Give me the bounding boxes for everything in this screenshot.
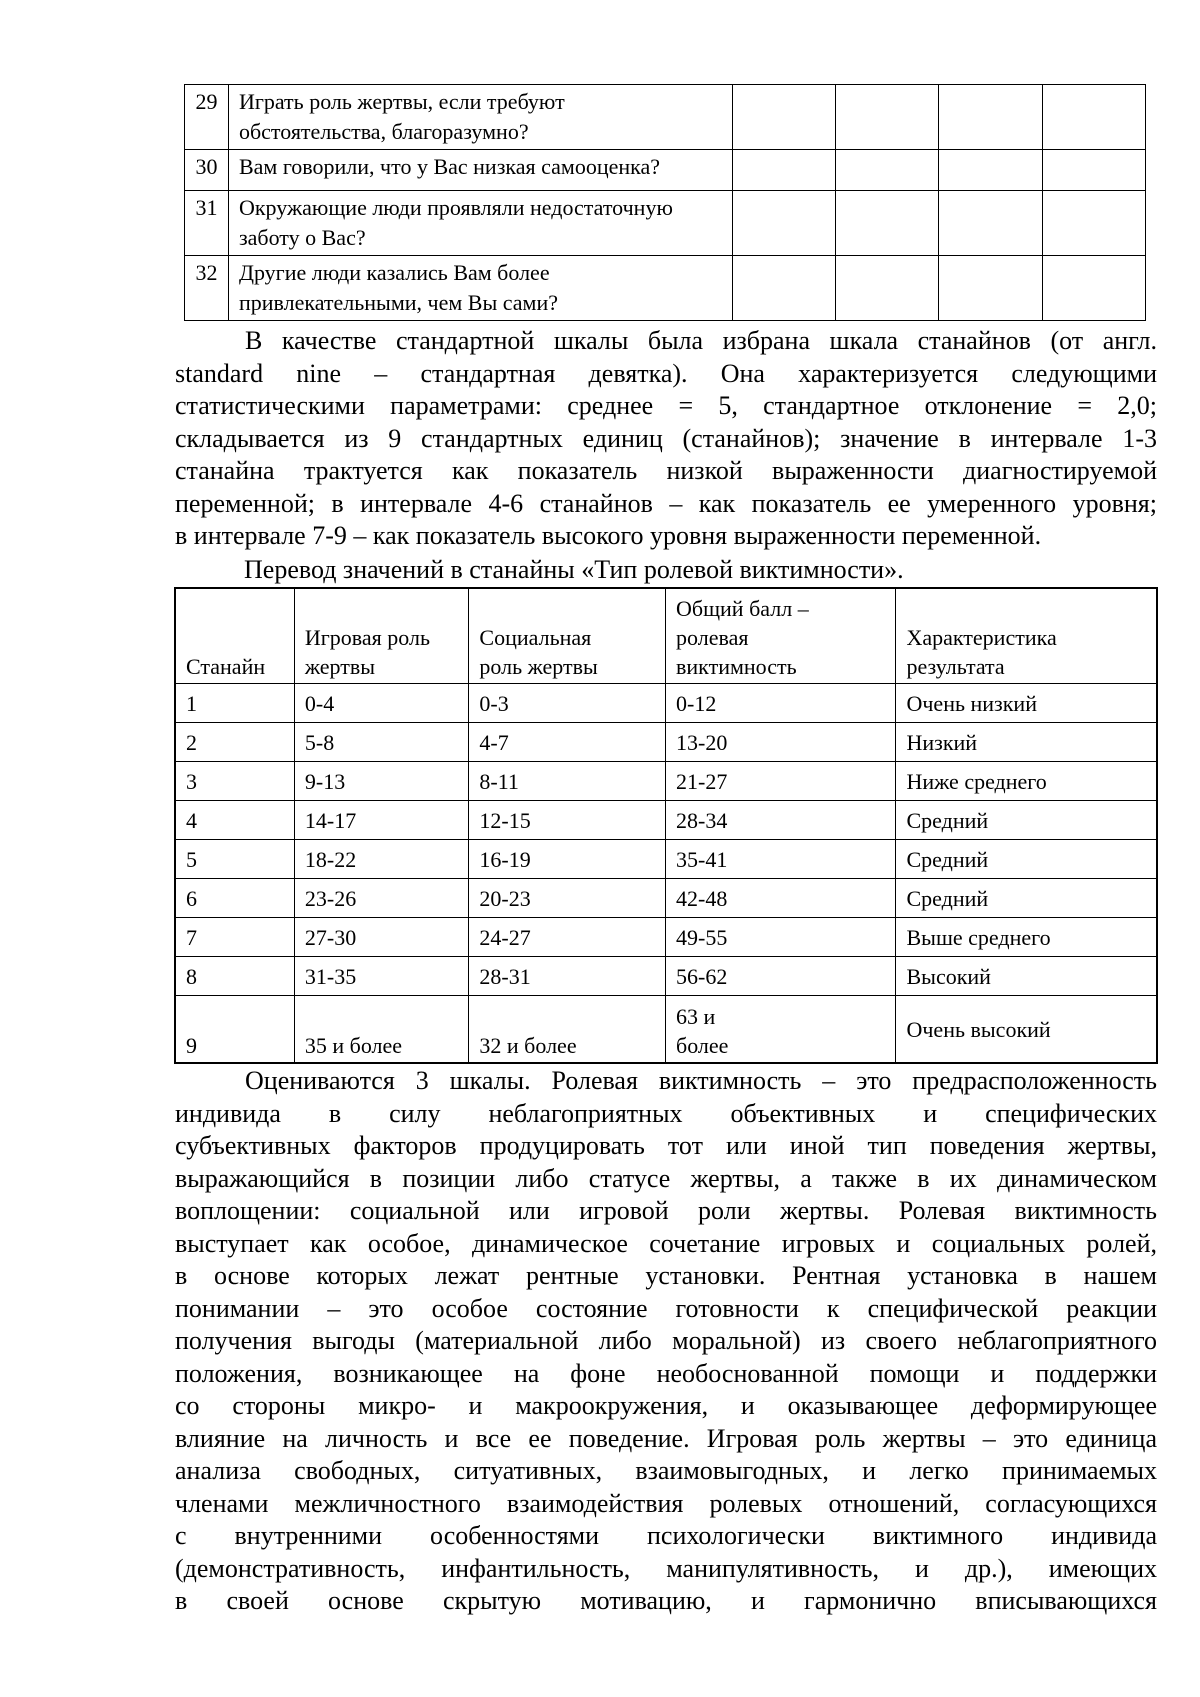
paragraph-line: понимании – это особое состояние готовности к специфической реакции: [175, 1293, 1157, 1323]
paragraph-line: в интервале 7-9 – как показатель высокого уровня выраженности переменной.: [175, 521, 1042, 550]
table-cell: 8-11: [469, 762, 666, 801]
table-row: [175, 723, 1157, 762]
table-cell: 31-35: [294, 957, 469, 996]
cell-text: более: [676, 1033, 729, 1058]
table-cell: 18-22: [294, 840, 469, 879]
question-text-line: Играть роль жертвы, если требуют: [238, 89, 565, 114]
table-cell: 2: [175, 723, 294, 762]
table-cell: 0-12: [666, 684, 896, 723]
table-cell: 20-23: [469, 879, 666, 918]
table-cell: 35 и более: [294, 996, 469, 1064]
table-cell: 12-15: [469, 801, 666, 840]
answer-cell: [939, 85, 1042, 150]
paragraph-line: в своей основе скрытую мотивацию, и гармонично вписывающихся: [175, 1586, 1157, 1615]
table-cell: Очень низкий: [896, 684, 1157, 723]
answer-cell: [836, 191, 939, 256]
question-text-line: Другие люди казались Вам более: [238, 260, 550, 285]
paragraph-line: получения выгоды (материальной либо моральной) из своего неблагоприятного: [175, 1326, 1157, 1355]
column-header: [469, 588, 666, 684]
question-text-line: Вам говорили, что у Вас низкая самооценка?: [238, 154, 661, 179]
paragraph-line: standard nine – стандартная девятка). Она характеризуется следующими: [175, 358, 1157, 388]
table-cell: Средний: [896, 879, 1157, 918]
paragraph-line: В качестве стандартной шкалы была избрана шкала станайнов (от англ.: [245, 326, 1157, 355]
table-cell: 28-34: [666, 801, 896, 840]
table-header-row: [175, 588, 1157, 684]
table-cell: 23-26: [294, 879, 469, 918]
table-cell: 0-3: [469, 684, 666, 723]
paragraph-line: выступает как особое, динамическое сочетание игровых и социальных ролей,: [175, 1228, 1157, 1258]
paragraph-line: выражающийся в позиции либо статусе жертвы, а также в их динамическом: [175, 1163, 1157, 1193]
table-cell: 27-30: [294, 918, 469, 957]
question-text: [228, 191, 732, 256]
question-row: [185, 85, 1146, 150]
column-header: [666, 588, 896, 684]
answer-cell: [939, 191, 1042, 256]
table-cell: 8: [175, 957, 294, 996]
column-header: [896, 588, 1157, 684]
question-row: [185, 256, 1146, 321]
role-victimness-paragraph: [175, 1065, 1157, 1618]
table-row: [175, 918, 1157, 957]
paragraph-line: субъективных факторов продуцировать тот или иной тип поведения жертвы,: [175, 1131, 1157, 1160]
paragraph-line: влияние на личность и все ее поведение. Игровая роль жертвы – это единица: [175, 1423, 1157, 1453]
table-cell: 21-27: [666, 762, 896, 801]
table-cell: 24-27: [469, 918, 666, 957]
question-text: [228, 150, 732, 191]
answer-cell: [732, 256, 835, 321]
question-row: [185, 150, 1146, 191]
question-text-line: заботу о Вас?: [238, 225, 366, 250]
table-cell: Выше среднего: [896, 918, 1157, 957]
table-cell: 9: [175, 996, 294, 1064]
paragraph-line: со стороны микро- и макроокружения, и оказывающее деформирующее: [175, 1391, 1157, 1420]
header-text: роль жертвы: [479, 654, 598, 679]
table-cell: 5: [175, 840, 294, 879]
table-cell: 56-62: [666, 957, 896, 996]
answer-cell: [732, 150, 835, 191]
table-cell: 49-55: [666, 918, 896, 957]
table-caption: Перевод значений в станайны «Тип ролевой виктимности».: [244, 555, 904, 584]
questionnaire-table: [184, 84, 1146, 321]
column-header: [294, 588, 469, 684]
question-text-line: обстоятельства, благоразумно?: [238, 119, 529, 144]
stanine-table-body: [175, 684, 1157, 996]
answer-cell: [732, 191, 835, 256]
header-text: Общий балл –: [676, 596, 809, 621]
answer-cell: [732, 85, 835, 150]
table-cell: 5-8: [294, 723, 469, 762]
question-number: 31: [185, 191, 229, 256]
table-cell: 32 и более: [469, 996, 666, 1064]
paragraph-line: статистическими параметрами: среднее = 5, стандартное отклонение = 2,0;: [175, 391, 1157, 420]
paragraph-line: воплощении: социальной или игровой роли жертвы. Ролевая виктимность: [175, 1196, 1157, 1225]
header-text: ролевая: [676, 625, 749, 650]
question-text-line: привлекательными, чем Вы сами?: [238, 290, 558, 315]
question-text: [228, 256, 732, 321]
table-row: [175, 762, 1157, 801]
table-cell: 1: [175, 684, 294, 723]
table-cell: 0-4: [294, 684, 469, 723]
question-number: 29: [185, 85, 229, 150]
question-text: [228, 85, 732, 150]
header-text: Игровая роль: [304, 625, 430, 650]
question-number: 32: [185, 256, 229, 321]
paragraph-line: станайна трактуется как показатель низкой выраженности диагностируемой: [175, 456, 1157, 485]
table-cell: 9-13: [294, 762, 469, 801]
answer-cell: [1042, 191, 1145, 256]
table-cell: Средний: [896, 801, 1157, 840]
answer-cell: [1042, 85, 1145, 150]
table-cell: [666, 996, 896, 1064]
table-cell: 14-17: [294, 801, 469, 840]
table-cell: 6: [175, 879, 294, 918]
table-cell: Средний: [896, 840, 1157, 879]
paragraph-line: индивида в силу неблагоприятных объективных и специфических: [175, 1098, 1157, 1128]
paragraph-line: переменной; в интервале 4-6 станайнов – как показатель ее умеренного уровня;: [175, 488, 1157, 518]
stanine-description-paragraph: [175, 325, 1157, 553]
table-row: [175, 801, 1157, 840]
table-cell: 42-48: [666, 879, 896, 918]
table-cell: 16-19: [469, 840, 666, 879]
answer-cell: [1042, 150, 1145, 191]
paragraph-line: складывается из 9 стандартных единиц (станайнов); значение в интервале 1-3: [175, 423, 1157, 453]
answer-cell: [1042, 256, 1145, 321]
paragraph-line: в основе которых лежат рентные установки. Рентная установка в нашем: [175, 1261, 1157, 1290]
table-cell: Ниже среднего: [896, 762, 1157, 801]
table-cell: 3: [175, 762, 294, 801]
paragraph-line: положения, возникающее на фоне необоснованной помощи и поддержки: [175, 1358, 1157, 1388]
table-cell: 35-41: [666, 840, 896, 879]
paragraph-line: с внутренними особенностями психологически виктимного индивида: [175, 1521, 1157, 1550]
table-cell: 13-20: [666, 723, 896, 762]
table-cell: Очень высокий: [896, 996, 1157, 1064]
paragraph-line: анализа свободных, ситуативных, взаимовыгодных, и легко принимаемых: [175, 1456, 1157, 1485]
question-text-line: Окружающие люди проявляли недостаточную: [238, 195, 673, 220]
question-row: [185, 191, 1146, 256]
table-row: [175, 840, 1157, 879]
answer-cell: [836, 85, 939, 150]
paragraph-line: членами межличностного взаимодействия ролевых отношений, согласующихся: [175, 1488, 1157, 1518]
table-row: [175, 996, 1157, 1064]
header-text: Социальная: [479, 625, 592, 650]
table-cell: Низкий: [896, 723, 1157, 762]
table-cell: 4-7: [469, 723, 666, 762]
cell-text: 63 и: [676, 1004, 716, 1029]
paragraph-line: (демонстративность, инфантильность, манипулятивность, и др.), имеющих: [175, 1553, 1157, 1583]
column-header: [175, 588, 294, 684]
table-cell: 7: [175, 918, 294, 957]
header-text: виктимность: [676, 654, 797, 679]
question-number: 30: [185, 150, 229, 191]
answer-cell: [836, 256, 939, 321]
answer-cell: [939, 256, 1042, 321]
header-text: результата: [906, 654, 1005, 679]
answer-cell: [939, 150, 1042, 191]
table-cell: Высокий: [896, 957, 1157, 996]
header-text: Станайн: [186, 654, 266, 679]
answer-cell: [836, 150, 939, 191]
table-row: [175, 684, 1157, 723]
header-text: жертвы: [304, 654, 376, 679]
table-row: [175, 957, 1157, 996]
paragraph-line: Оцениваются 3 шкалы. Ролевая виктимность – это предрасположенность: [245, 1066, 1157, 1095]
table-row: [175, 879, 1157, 918]
table-cell: 4: [175, 801, 294, 840]
header-text: Характеристика: [906, 625, 1057, 650]
table-cell: 28-31: [469, 957, 666, 996]
stanine-table: [174, 587, 1158, 1064]
